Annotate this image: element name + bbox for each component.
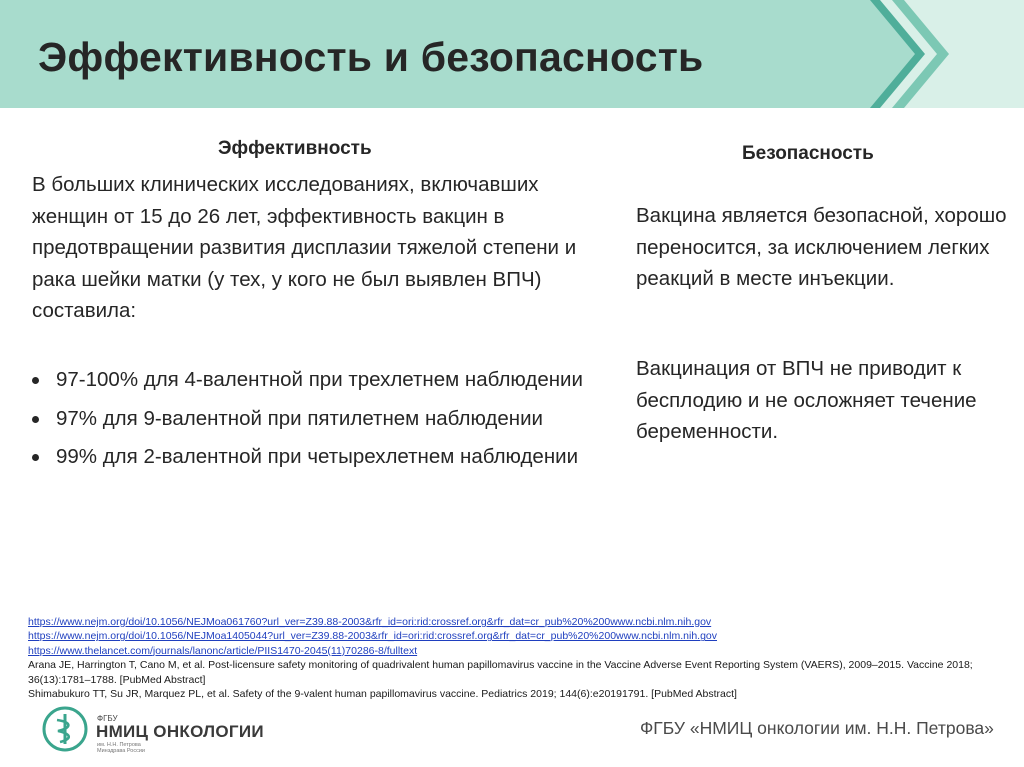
bullet-dot-icon — [32, 416, 39, 423]
reference-link-nejm-1[interactable]: https://www.nejm.org/doi/10.1056/NEJMoa061760?url_ver=Z39.88-2003&rfr_id=ori:rid:crossref.org&rfr_dat=cr_pub%20%200www.ncbi.nlm.nih.gov — [28, 616, 712, 628]
logo-main-text: НМИЦ ОНКОЛОГИИ — [96, 722, 264, 741]
list-item: 99% для 2-валентной при четырехлетнем наблюдении — [32, 441, 592, 473]
safety-paragraph-2: Вакцинация от ВПЧ не приводит к бесплодию и не осложняет течение беременности. — [636, 357, 977, 443]
list-item: 97% для 9-валентной при пятилетнем наблюдении — [32, 403, 592, 435]
logo-subtitle-2: Минздрава России — [97, 748, 145, 754]
references-block — [28, 615, 1008, 701]
safety-paragraph-1: Вакцина является безопасной, хорошо переносится, за исключением легких реакций в месте инъекции. — [636, 204, 1007, 290]
logo-subtitle-1: им. Н.Н. Петрова — [97, 742, 141, 748]
reference-link-nejm-2[interactable]: https://www.nejm.org/doi/10.1056/NEJMoa1405044?url_ver=Z39.88-2003&rfr_id=ori:rid:crossref.org&rfr_dat=cr_pub%20%200www.ncbi.nlm.nih.gov — [28, 630, 718, 643]
reference-citation-arana: Arana JE, Harrington T, Cano M, et al. Post-licensure safety monitoring of quadrivalent human papillomavirus vaccine in the Vaccine Adverse Event Reporting System (VAERS), 2009–2015. Vaccine 2018; 36(13):1781–1788. [PubMed Abstract] — [28, 659, 973, 686]
bullet-dot-icon — [32, 454, 39, 461]
list-item: 97-100% для 4-валентной при трехлетнем наблюдении — [32, 364, 592, 396]
efficacy-heading: Эффективность — [218, 138, 372, 159]
efficacy-intro-text: В больших клинических исследованиях, включавших женщин от 15 до 26 лет, эффективность вакцин в предотвращении развития дисплазии тяжелой степени и рака шейки матки (у тех, у кого не был выявлен ВПЧ) составила: — [32, 173, 577, 322]
reference-link-lancet[interactable]: https://www.thelancet.com/journals/lanonc/article/PIIS1470-2045(11)70286-8/fulltext — [28, 644, 418, 657]
caduceus-logo-icon — [42, 706, 88, 752]
reference-citation-shimabukuro: Shimabukuro TT, Su JR, Marquez PL, et al. Safety of the 9-valent human papillomavirus vaccine. Pediatrics 2019; 144(6):e20191791. [PubMed Abstract] — [28, 688, 737, 701]
logo-small-text: ФГБУ — [97, 714, 118, 723]
slide-title: Эффективность и безопасность — [38, 34, 704, 80]
bullet-dot-icon — [32, 377, 39, 384]
nmits-oncology-logo — [42, 706, 272, 754]
efficacy-bullet-list — [32, 364, 592, 480]
footer-organization: ФГБУ «НМИЦ онкологии им. Н.Н. Петрова» — [640, 718, 994, 738]
safety-heading: Безопасность — [742, 143, 874, 164]
